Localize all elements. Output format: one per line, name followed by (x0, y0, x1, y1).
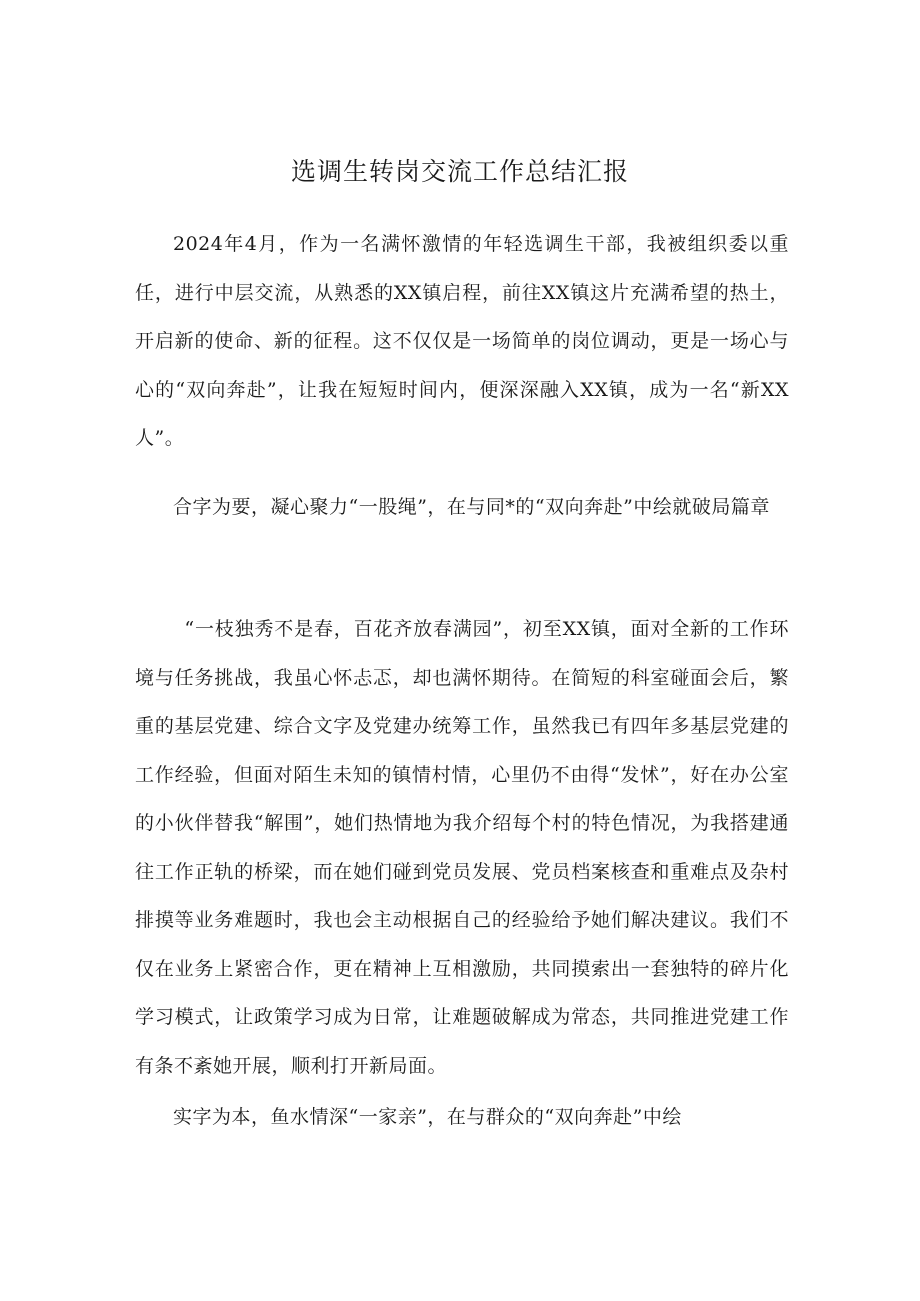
section-heading-1: 合字为要，凝心聚力“一股绳”，在与同*的“双向奔赴”中绘就破局篇章 (173, 496, 770, 518)
paragraph-intro: 2024年4月，作为一名满怀激情的年轻选调生干部，我被组织委以重任，进行中层交流，从熟悉的XX镇启程，前往XX镇这片充满希望的热土，开启新的使命、新的征程。这不仅仅是一场简单的岗位调动，更是一场心与心的“双向奔赴”，让我在短短时间内，便深深融入XX镇，成为一名“新XX人”。 (135, 233, 789, 449)
document-title: 选调生转岗交流工作总结汇报 (290, 157, 629, 186)
section-heading-2: 实字为本，鱼水情深“一家亲”，在与群众的“双向奔赴”中绘 (173, 1106, 682, 1128)
paragraph-section-1: “一枝独秀不是春，百花齐放春满园”，初至XX镇，面对全新的工作环境与任务挑战，我虽心怀忐忑，却也满怀期待。在简短的科室碰面会后，繁重的基层党建、综合文字及党建办统筹工作，虽然我已有四年多基层党建的工作经验，但面对陌生未知的镇情村情，心里仍不由得“发怵”，好在办公室的小伙伴替我“解围”，她们热情地为我介绍每个村的特色情况，为我搭建通往工作正轨的桥梁，而在她们碰到党员发展、党员档案核查和重难点及杂村排摸等业务难题时，我也会主动根据自己的经验给予她们解决建议。我们不仅在业务上紧密合作，更在精神上互相激励，共同摸索出一套独特的碎片化学习模式，让政策学习成为日常，让难题破解成为常态，共同推进党建工作有条不紊她开展，顺利打开新局面。 (135, 618, 789, 1077)
